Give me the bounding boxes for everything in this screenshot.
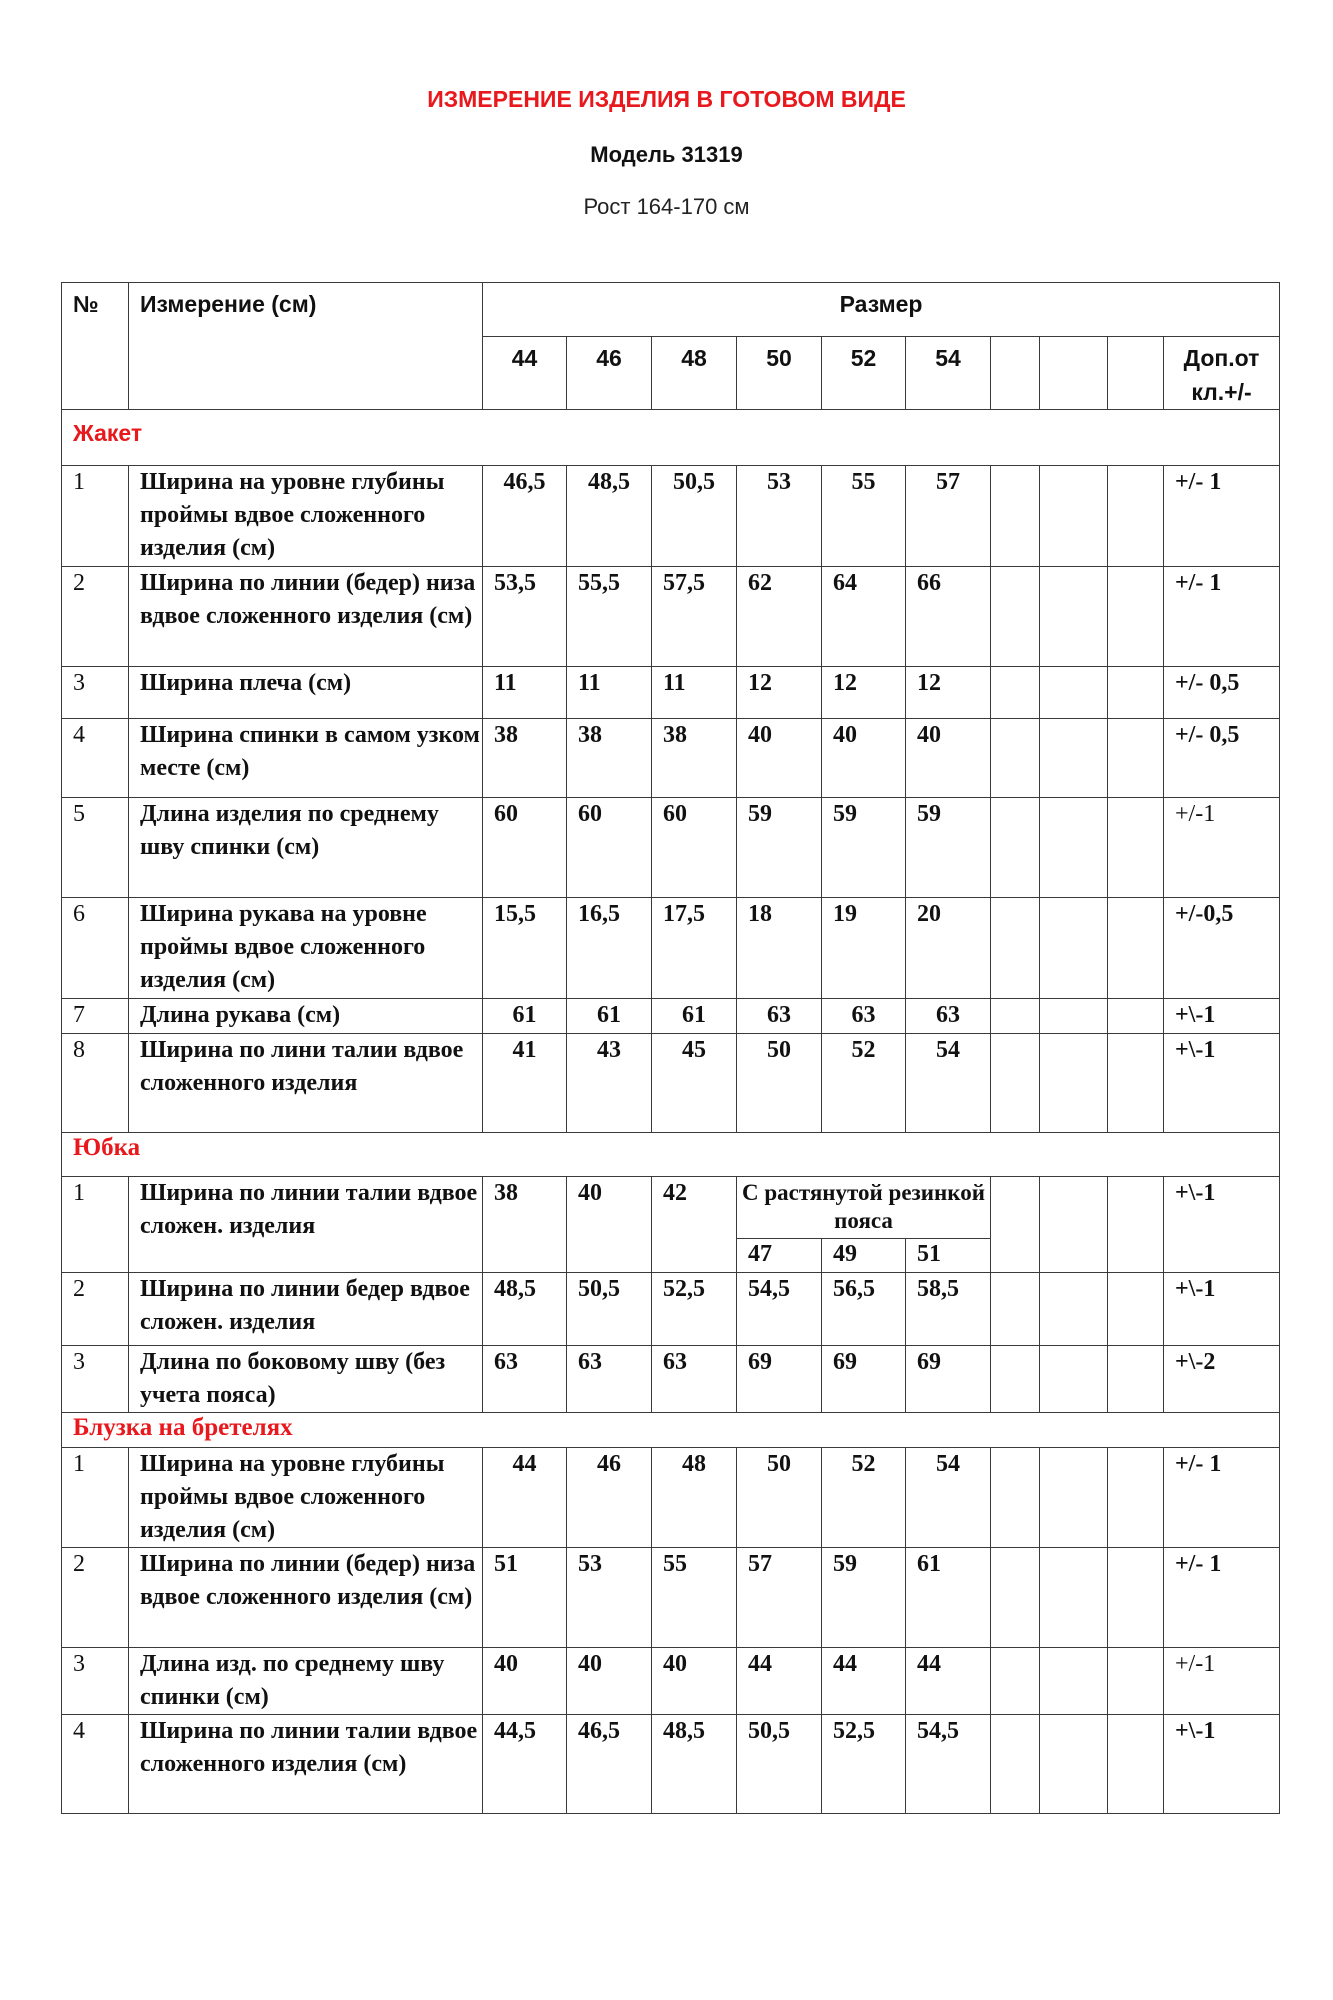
table-row	[62, 999, 1280, 1034]
table-row	[62, 719, 1280, 798]
size-value: 54,5	[737, 1273, 822, 1346]
empty-cell	[991, 798, 1040, 898]
size-value: 63	[567, 1346, 652, 1413]
row-number: 3	[62, 1346, 129, 1413]
section-blouse-title: Блузка на бретелях	[62, 1413, 1280, 1448]
empty-cell	[1040, 667, 1108, 719]
size-header: 52	[822, 337, 906, 410]
empty-cell	[1040, 798, 1108, 898]
size-value: 40	[737, 719, 822, 798]
size-value: 44	[906, 1648, 991, 1715]
size-value: 48	[652, 1448, 737, 1548]
size-value: 59	[737, 798, 822, 898]
size-value: 40	[822, 719, 906, 798]
height-range: Рост 164-170 см	[583, 194, 750, 219]
size-header: 48	[652, 337, 737, 410]
empty-cell	[1108, 466, 1164, 567]
tolerance-value: +\-1	[1164, 999, 1280, 1034]
tolerance-value: +/- 0,5	[1164, 719, 1280, 798]
size-value: 17,5	[652, 898, 737, 999]
size-value: 48,5	[567, 466, 652, 567]
empty-cell	[1108, 337, 1164, 410]
size-value: 53,5	[483, 567, 567, 667]
empty-cell	[1108, 1034, 1164, 1133]
empty-cell	[1040, 1548, 1108, 1648]
measure-name: Ширина по линии талии вдвое сложен. изделия	[129, 1177, 483, 1273]
stretched-size-value: 47	[737, 1239, 822, 1273]
measure-name: Длина рукава (см)	[129, 999, 483, 1034]
tolerance-value: +/- 1	[1164, 466, 1280, 567]
empty-cell	[991, 1548, 1040, 1648]
empty-cell	[1108, 1177, 1164, 1273]
tolerance-value: +/-1	[1164, 1648, 1280, 1715]
empty-cell	[1108, 719, 1164, 798]
size-value: 19	[822, 898, 906, 999]
size-value: 46	[567, 1448, 652, 1548]
tolerance-value: +/- 0,5	[1164, 667, 1280, 719]
size-value: 66	[906, 567, 991, 667]
section-jacket-title: Жакет	[62, 410, 1280, 466]
size-value: 40	[483, 1648, 567, 1715]
size-value: 52	[822, 1448, 906, 1548]
measure-name: Ширина спинки в самом узком месте (см)	[129, 719, 483, 798]
table-row	[62, 466, 1280, 567]
empty-cell	[991, 667, 1040, 719]
size-value: 56,5	[822, 1273, 906, 1346]
empty-cell	[991, 1448, 1040, 1548]
empty-cell	[1040, 999, 1108, 1034]
size-value: 48,5	[652, 1715, 737, 1814]
size-value: 53	[567, 1548, 652, 1648]
empty-cell	[991, 1177, 1040, 1273]
empty-cell	[1040, 898, 1108, 999]
empty-cell	[1108, 1648, 1164, 1715]
size-value: 43	[567, 1034, 652, 1133]
table-row	[62, 798, 1280, 898]
size-value: 45	[652, 1034, 737, 1133]
row-number: 2	[62, 1548, 129, 1648]
table-row	[62, 1648, 1280, 1715]
size-value: 60	[567, 798, 652, 898]
size-value: 59	[822, 1548, 906, 1648]
size-value: 16,5	[567, 898, 652, 999]
tolerance-value: +\-1	[1164, 1034, 1280, 1133]
empty-cell	[991, 1273, 1040, 1346]
measure-name: Ширина на уровне глубины проймы вдвое сложенного изделия (см)	[129, 1448, 483, 1548]
row-number: 7	[62, 999, 129, 1034]
size-value: 52	[822, 1034, 906, 1133]
page-title: ИЗМЕРЕНИЕ ИЗДЕЛИЯ В ГОТОВОМ ВИДЕ	[427, 86, 906, 112]
empty-cell	[1040, 466, 1108, 567]
empty-cell	[1040, 1034, 1108, 1133]
empty-cell	[991, 1034, 1040, 1133]
table-row	[62, 1273, 1280, 1346]
empty-cell	[1040, 567, 1108, 667]
size-value: 55,5	[567, 567, 652, 667]
empty-cell	[1108, 1346, 1164, 1413]
size-value: 54,5	[906, 1715, 991, 1814]
size-value: 44	[822, 1648, 906, 1715]
size-value: 61	[652, 999, 737, 1034]
size-value: 61	[483, 999, 567, 1034]
col-number-header: №	[62, 283, 129, 410]
empty-cell	[1040, 1273, 1108, 1346]
size-value: 46,5	[483, 466, 567, 567]
size-value: 40	[567, 1177, 652, 1273]
row-number: 3	[62, 667, 129, 719]
size-value: 55	[652, 1548, 737, 1648]
empty-cell	[991, 719, 1040, 798]
size-value: 61	[906, 1548, 991, 1648]
empty-cell	[1108, 1715, 1164, 1814]
measure-name: Ширина по лини талии вдвое сложенного изделия	[129, 1034, 483, 1133]
size-value: 48,5	[483, 1273, 567, 1346]
size-value: 61	[567, 999, 652, 1034]
row-number: 1	[62, 1448, 129, 1548]
tolerance-value: +/-0,5	[1164, 898, 1280, 999]
size-value: 15,5	[483, 898, 567, 999]
table-row	[62, 1034, 1280, 1133]
table-row	[62, 1177, 1280, 1239]
empty-cell	[1040, 719, 1108, 798]
empty-cell	[1108, 667, 1164, 719]
size-value: 57	[737, 1548, 822, 1648]
tolerance-value: +\-1	[1164, 1177, 1280, 1273]
size-value: 41	[483, 1034, 567, 1133]
size-value: 69	[906, 1346, 991, 1413]
size-value: 20	[906, 898, 991, 999]
tolerance-value: +/- 1	[1164, 567, 1280, 667]
size-value: 50,5	[567, 1273, 652, 1346]
size-header: 54	[906, 337, 991, 410]
size-value: 38	[483, 719, 567, 798]
size-value: 44,5	[483, 1715, 567, 1814]
size-value: 42	[652, 1177, 737, 1273]
measure-name: Ширина по линии бедер вдвое сложен. изделия	[129, 1273, 483, 1346]
empty-cell	[1108, 567, 1164, 667]
size-value: 50	[737, 1034, 822, 1133]
row-number: 5	[62, 798, 129, 898]
stretched-waistband-label: С растянутой резинкой пояса	[737, 1177, 991, 1239]
empty-cell	[1108, 999, 1164, 1034]
tolerance-value: +/-1	[1164, 798, 1280, 898]
size-value: 57,5	[652, 567, 737, 667]
size-header: 46	[567, 337, 652, 410]
empty-cell	[1040, 1177, 1108, 1273]
row-number: 4	[62, 719, 129, 798]
size-value: 59	[906, 798, 991, 898]
size-value: 64	[822, 567, 906, 667]
empty-cell	[1108, 798, 1164, 898]
measurements-table	[61, 282, 1280, 1814]
empty-cell	[991, 898, 1040, 999]
size-value: 38	[567, 719, 652, 798]
size-value: 59	[822, 798, 906, 898]
empty-cell	[1040, 1346, 1108, 1413]
size-value: 51	[483, 1548, 567, 1648]
empty-cell	[1040, 1448, 1108, 1548]
size-value: 40	[652, 1648, 737, 1715]
size-header: 50	[737, 337, 822, 410]
stretched-size-value: 51	[906, 1239, 991, 1273]
measure-name: Длина изделия по среднему шву спинки (см)	[129, 798, 483, 898]
empty-cell	[1040, 337, 1108, 410]
size-value: 55	[822, 466, 906, 567]
size-value: 60	[483, 798, 567, 898]
size-value: 63	[822, 999, 906, 1034]
table-row	[62, 898, 1280, 999]
table-row	[62, 1548, 1280, 1648]
size-value: 11	[652, 667, 737, 719]
size-value: 63	[906, 999, 991, 1034]
stretched-size-value: 49	[822, 1239, 906, 1273]
empty-cell	[1108, 1273, 1164, 1346]
empty-cell	[991, 567, 1040, 667]
size-value: 40	[906, 719, 991, 798]
size-value: 58,5	[906, 1273, 991, 1346]
empty-cell	[991, 1715, 1040, 1814]
empty-cell	[1040, 1715, 1108, 1814]
empty-cell	[1108, 898, 1164, 999]
size-value: 54	[906, 1448, 991, 1548]
empty-cell	[1108, 1448, 1164, 1548]
size-header: 44	[483, 337, 567, 410]
row-number: 6	[62, 898, 129, 999]
size-value: 52,5	[822, 1715, 906, 1814]
tolerance-value: +/- 1	[1164, 1448, 1280, 1548]
col-measure-header: Измерение (см)	[129, 283, 483, 410]
empty-cell	[991, 1648, 1040, 1715]
tolerance-value: +\-2	[1164, 1346, 1280, 1413]
model-number: Модель 31319	[590, 142, 743, 167]
row-number: 3	[62, 1648, 129, 1715]
col-tolerance-header: Доп.от кл.+/-	[1164, 337, 1280, 410]
table-row	[62, 1448, 1280, 1548]
size-value: 53	[737, 466, 822, 567]
row-number: 2	[62, 1273, 129, 1346]
measure-name: Ширина рукава на уровне проймы вдвое сложенного изделия (см)	[129, 898, 483, 999]
size-value: 50	[737, 1448, 822, 1548]
size-value: 63	[652, 1346, 737, 1413]
size-value: 62	[737, 567, 822, 667]
measure-name: Ширина плеча (см)	[129, 667, 483, 719]
size-value: 11	[483, 667, 567, 719]
empty-cell	[1108, 1548, 1164, 1648]
size-value: 52,5	[652, 1273, 737, 1346]
table-row	[62, 567, 1280, 667]
size-value: 60	[652, 798, 737, 898]
row-number: 1	[62, 1177, 129, 1273]
size-value: 57	[906, 466, 991, 567]
size-value: 12	[906, 667, 991, 719]
size-value: 11	[567, 667, 652, 719]
measure-name: Ширина на уровне глубины проймы вдвое сложенного изделия (см)	[129, 466, 483, 567]
size-value: 63	[737, 999, 822, 1034]
measure-name: Длина по боковому шву (без учета пояса)	[129, 1346, 483, 1413]
row-number: 4	[62, 1715, 129, 1814]
tolerance-value: +\-1	[1164, 1273, 1280, 1346]
size-value: 46,5	[567, 1715, 652, 1814]
size-value: 38	[652, 719, 737, 798]
size-value: 18	[737, 898, 822, 999]
size-value: 12	[822, 667, 906, 719]
size-value: 44	[483, 1448, 567, 1548]
empty-cell	[991, 466, 1040, 567]
tolerance-value: +/- 1	[1164, 1548, 1280, 1648]
measure-name: Ширина по линии (бедер) низа вдвое сложенного изделия (см)	[129, 1548, 483, 1648]
size-value: 50,5	[737, 1715, 822, 1814]
row-number: 8	[62, 1034, 129, 1133]
empty-cell	[1040, 1648, 1108, 1715]
row-number: 1	[62, 466, 129, 567]
size-value: 54	[906, 1034, 991, 1133]
tolerance-value: +\-1	[1164, 1715, 1280, 1814]
table-row	[62, 1715, 1280, 1814]
row-number: 2	[62, 567, 129, 667]
size-value: 69	[737, 1346, 822, 1413]
measure-name: Длина изд. по среднему шву спинки (см)	[129, 1648, 483, 1715]
size-value: 40	[567, 1648, 652, 1715]
table-row	[62, 1346, 1280, 1413]
size-value: 38	[483, 1177, 567, 1273]
section-skirt-title: Юбка	[62, 1133, 1280, 1177]
measure-name: Ширина по линии (бедер) низа вдвое сложенного изделия (см)	[129, 567, 483, 667]
size-value: 50,5	[652, 466, 737, 567]
table-row	[62, 667, 1280, 719]
size-value: 69	[822, 1346, 906, 1413]
size-value: 12	[737, 667, 822, 719]
empty-cell	[991, 337, 1040, 410]
col-size-header: Размер	[483, 283, 1280, 337]
empty-cell	[991, 999, 1040, 1034]
size-value: 63	[483, 1346, 567, 1413]
empty-cell	[991, 1346, 1040, 1413]
size-value: 44	[737, 1648, 822, 1715]
measure-name: Ширина по линии талии вдвое сложенного изделия (см)	[129, 1715, 483, 1814]
